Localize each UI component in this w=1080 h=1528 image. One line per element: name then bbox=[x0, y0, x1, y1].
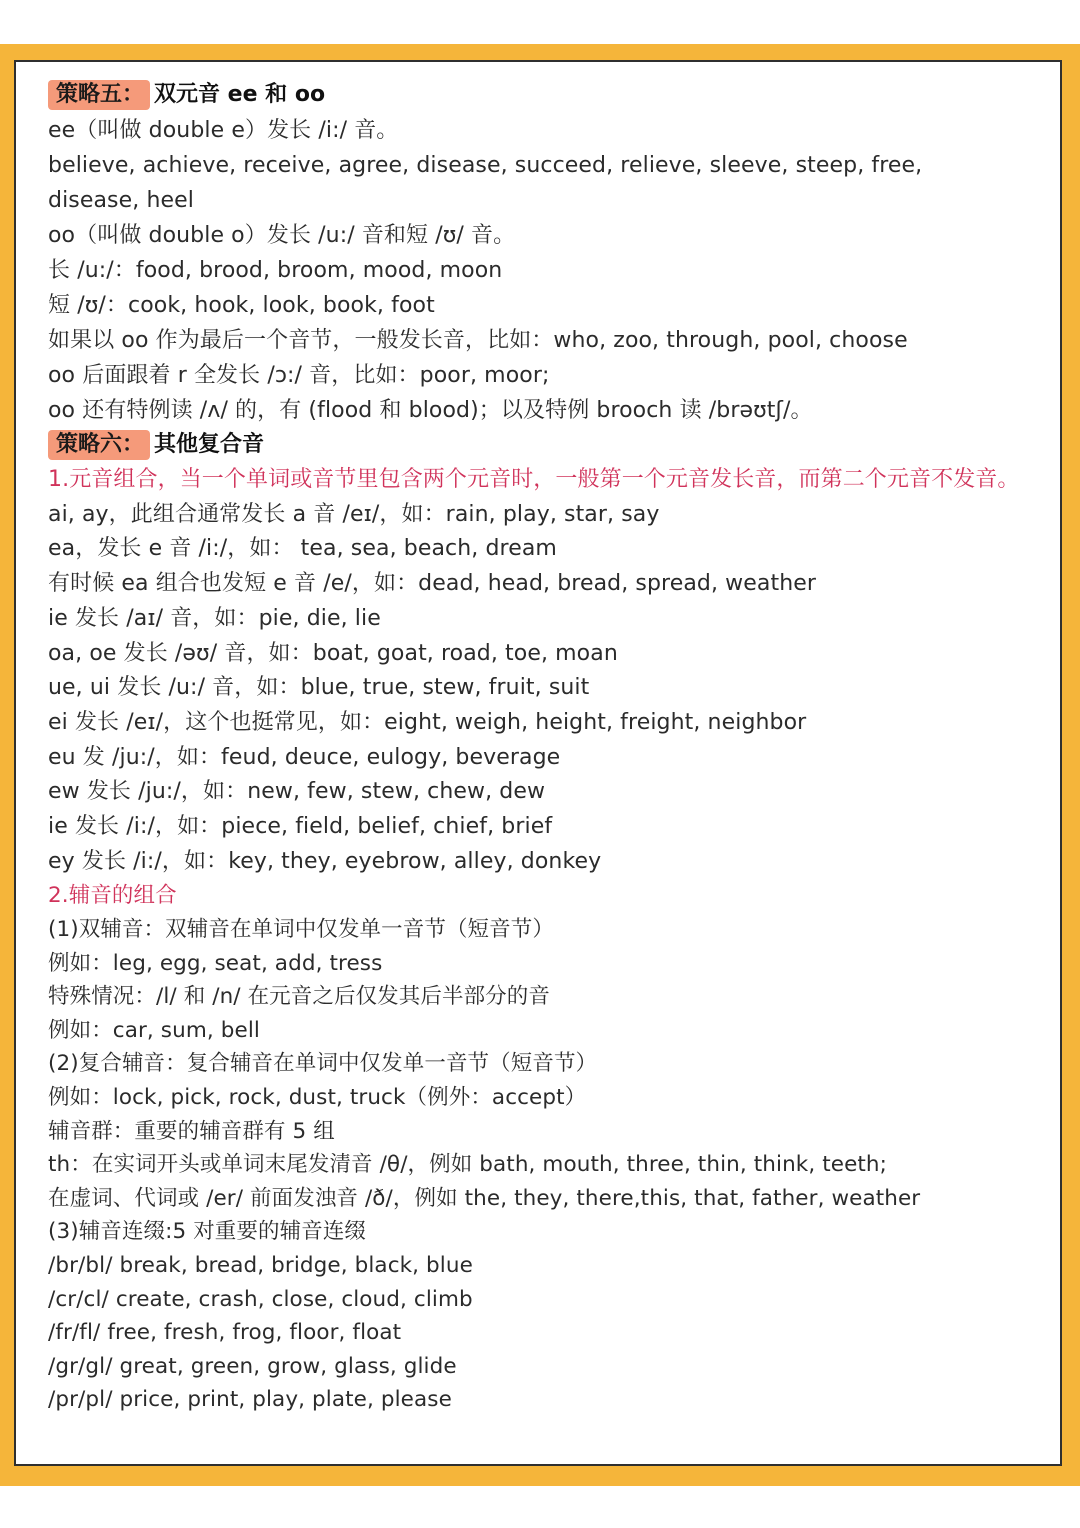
text-line: ai, ay，此组合通常发长 a 音 /eɪ/，如：rain, play, star, say bbox=[48, 501, 660, 527]
text-line: 短 /ʊ/：cook, hook, look, book, foot bbox=[48, 293, 435, 318]
notes-card bbox=[14, 60, 1062, 1466]
text-line: oo 还有特例读 /ʌ/ 的，有 (flood 和 blood)；以及特例 brooch 读 /brəʊtʃ/。 bbox=[48, 398, 813, 423]
text-line: 如果以 oo 作为最后一个音节，一般发长音，比如：who, zoo, through, pool, choose bbox=[48, 328, 908, 353]
text-line: ue, ui 发长 /u:/ 音，如：blue, true, stew, fruit, suit bbox=[48, 675, 590, 701]
text-line: th：在实词开头或单词末尾发清音 /θ/，例如 bath, mouth, three, thin, think, teeth; bbox=[48, 1152, 887, 1178]
consonant-combinations bbox=[48, 879, 1040, 1417]
text-line: oa, oe 发长 /əʊ/ 音，如：boat, goat, road, toe, moan bbox=[48, 640, 618, 666]
text-line: /gr/gl/ great, green, grow, glass, glide bbox=[48, 1353, 457, 1379]
section5-title: 双元音 ee 和 oo bbox=[154, 82, 326, 107]
text-line: 例如：car, sum, bell bbox=[48, 1017, 260, 1043]
section5-body bbox=[48, 113, 1040, 428]
text-line: 在虚词、代词或 /er/ 前面发浊音 /ð/，例如 the, they, there,this, that, father, weather bbox=[48, 1185, 921, 1211]
text-line: (1)双辅音：双辅音在单词中仅发单一音节（短音节） bbox=[48, 917, 554, 943]
text-line: ew 发长 /ju:/，如：new, few, stew, chew, dew bbox=[48, 779, 546, 805]
text-line: 辅音群：重要的辅音群有 5 组 bbox=[48, 1118, 335, 1144]
text-line: oo（叫做 double o）发长 /u:/ 音和短 /ʊ/ 音。 bbox=[48, 223, 516, 248]
vowel-combinations bbox=[48, 463, 1040, 879]
section6-title: 其他复合音 bbox=[154, 432, 265, 457]
text-line: ie 发长 /aɪ/ 音，如：pie, die, lie bbox=[48, 605, 381, 631]
text-line: 例如：leg, egg, seat, add, tress bbox=[48, 950, 383, 976]
text-line: /pr/pl/ price, print, play, plate, please bbox=[48, 1387, 452, 1413]
text-line: ie 发长 /i:/，如：piece, field, belief, chief, brief bbox=[48, 814, 553, 840]
text-line: disease, heel bbox=[48, 188, 194, 213]
notes-content bbox=[48, 78, 1040, 1417]
text-line: /br/bl/ break, bread, bridge, black, blue bbox=[48, 1252, 473, 1278]
rule-vowel-combination: 1.元音组合，当一个单词或音节里包含两个元音时，一般第一个元音发长音，而第二个元音不发音。 bbox=[48, 467, 1020, 492]
text-line: believe, achieve, receive, agree, disease, succeed, relieve, sleeve, steep, free, bbox=[48, 153, 923, 178]
section6-heading bbox=[48, 428, 1040, 462]
text-line: (3)辅音连缀:5 对重要的辅音连缀 bbox=[48, 1219, 367, 1245]
text-line: 长 /u:/：food, brood, broom, mood, moon bbox=[48, 258, 503, 283]
text-line: ei 发长 /eɪ/，这个也挺常见，如：eight, weigh, height, freight, neighbor bbox=[48, 709, 807, 735]
text-line: eu 发 /ju:/，如：feud, deuce, eulogy, beverage bbox=[48, 744, 561, 770]
text-line: ey 发长 /i:/，如：key, they, eyebrow, alley, donkey bbox=[48, 848, 602, 874]
text-line: /fr/fl/ free, fresh, frog, floor, float bbox=[48, 1320, 402, 1346]
text-line: ee（叫做 double e）发长 /i:/ 音。 bbox=[48, 118, 399, 143]
text-line: 例如：lock, pick, rock, dust, truck（例外：accept） bbox=[48, 1085, 587, 1110]
text-line: 特殊情况：/l/ 和 /n/ 在元音之后仅发其后半部分的音 bbox=[48, 984, 550, 1010]
rule-consonant-combination: 2.辅音的组合 bbox=[48, 883, 177, 909]
section5-heading bbox=[48, 78, 1040, 112]
text-line: oo 后面跟着 r 全发长 /ɔ:/ 音，比如：poor, moor; bbox=[48, 363, 550, 388]
text-line: ea，发长 e 音 /i:/，如： tea, sea, beach, dream bbox=[48, 536, 557, 562]
section5-tag: 策略五： bbox=[48, 80, 150, 110]
text-line: (2)复合辅音：复合辅音在单词中仅发单一音节（短音节） bbox=[48, 1051, 598, 1077]
text-line: 有时候 ea 组合也发短 e 音 /e/，如：dead, head, bread, spread, weather bbox=[48, 571, 817, 597]
section6-tag: 策略六： bbox=[48, 430, 150, 460]
text-line: /cr/cl/ create, crash, close, cloud, climb bbox=[48, 1286, 473, 1312]
